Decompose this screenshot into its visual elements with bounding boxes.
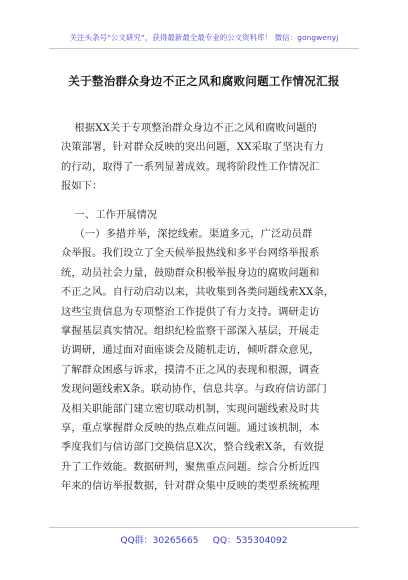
document-title: 关于整治群众身边不正之风和腐败问题工作情况汇报 — [68, 74, 340, 88]
footer-contact: QQ群：30265665 QQ：535304092 — [120, 536, 288, 546]
section-heading: 一、工作开展情况 — [61, 210, 158, 221]
intro-paragraph: 根据XX关于专项整治群众身边不正之风和腐败问题的 决策部署，针对群众反映的突出问题，XX采取了坚决有力 的行动，取得了一系列显著成效。现将阶段性工作情况汇 报如下： — [61, 123, 324, 193]
section-body-paragraph: （一）多措并举，深挖线索。渠道多元，广泛动员群 众举报。我们设立了全天候举报热线和多平台网络举报系 统，动员社会力量，鼓励群众积极举报身边的腐败问题和 不正之风。自行动启动以来，共收集到各类问题线索XX条， 这些宝贵信息为专项整治工作提供了有力支持。调研走访 掌握基层真实情况。组织纪检监察干部深入基层，开展走 访调研，通过面对面座谈会及随机走访，倾听群众意见， 了解群众困惑与诉求，摸清不正之风的表现和根源，调查 发现问题线索X条。联动协作，信息共享。与政府信访部门 及相关职能部门建立密切联动机制，实现问题线索及时共 享，重点掌握群众反映的热点难点问题。通过该机制，本 季度我们与信访部门交换信息X次，整合线索X条，有效提 升了工作效能。数据研判，聚焦重点问题。综合分析近四 年来的信访举报数据，针对群众集中反映的类型系统梳理 — [61, 229, 335, 493]
header-banner: 关注头条号“公文研究”，获得最新最全最专业的公文资料库！ 微信：gongwenyj — [69, 33, 339, 42]
footer-divider — [49, 527, 359, 528]
header-divider — [49, 48, 359, 49]
